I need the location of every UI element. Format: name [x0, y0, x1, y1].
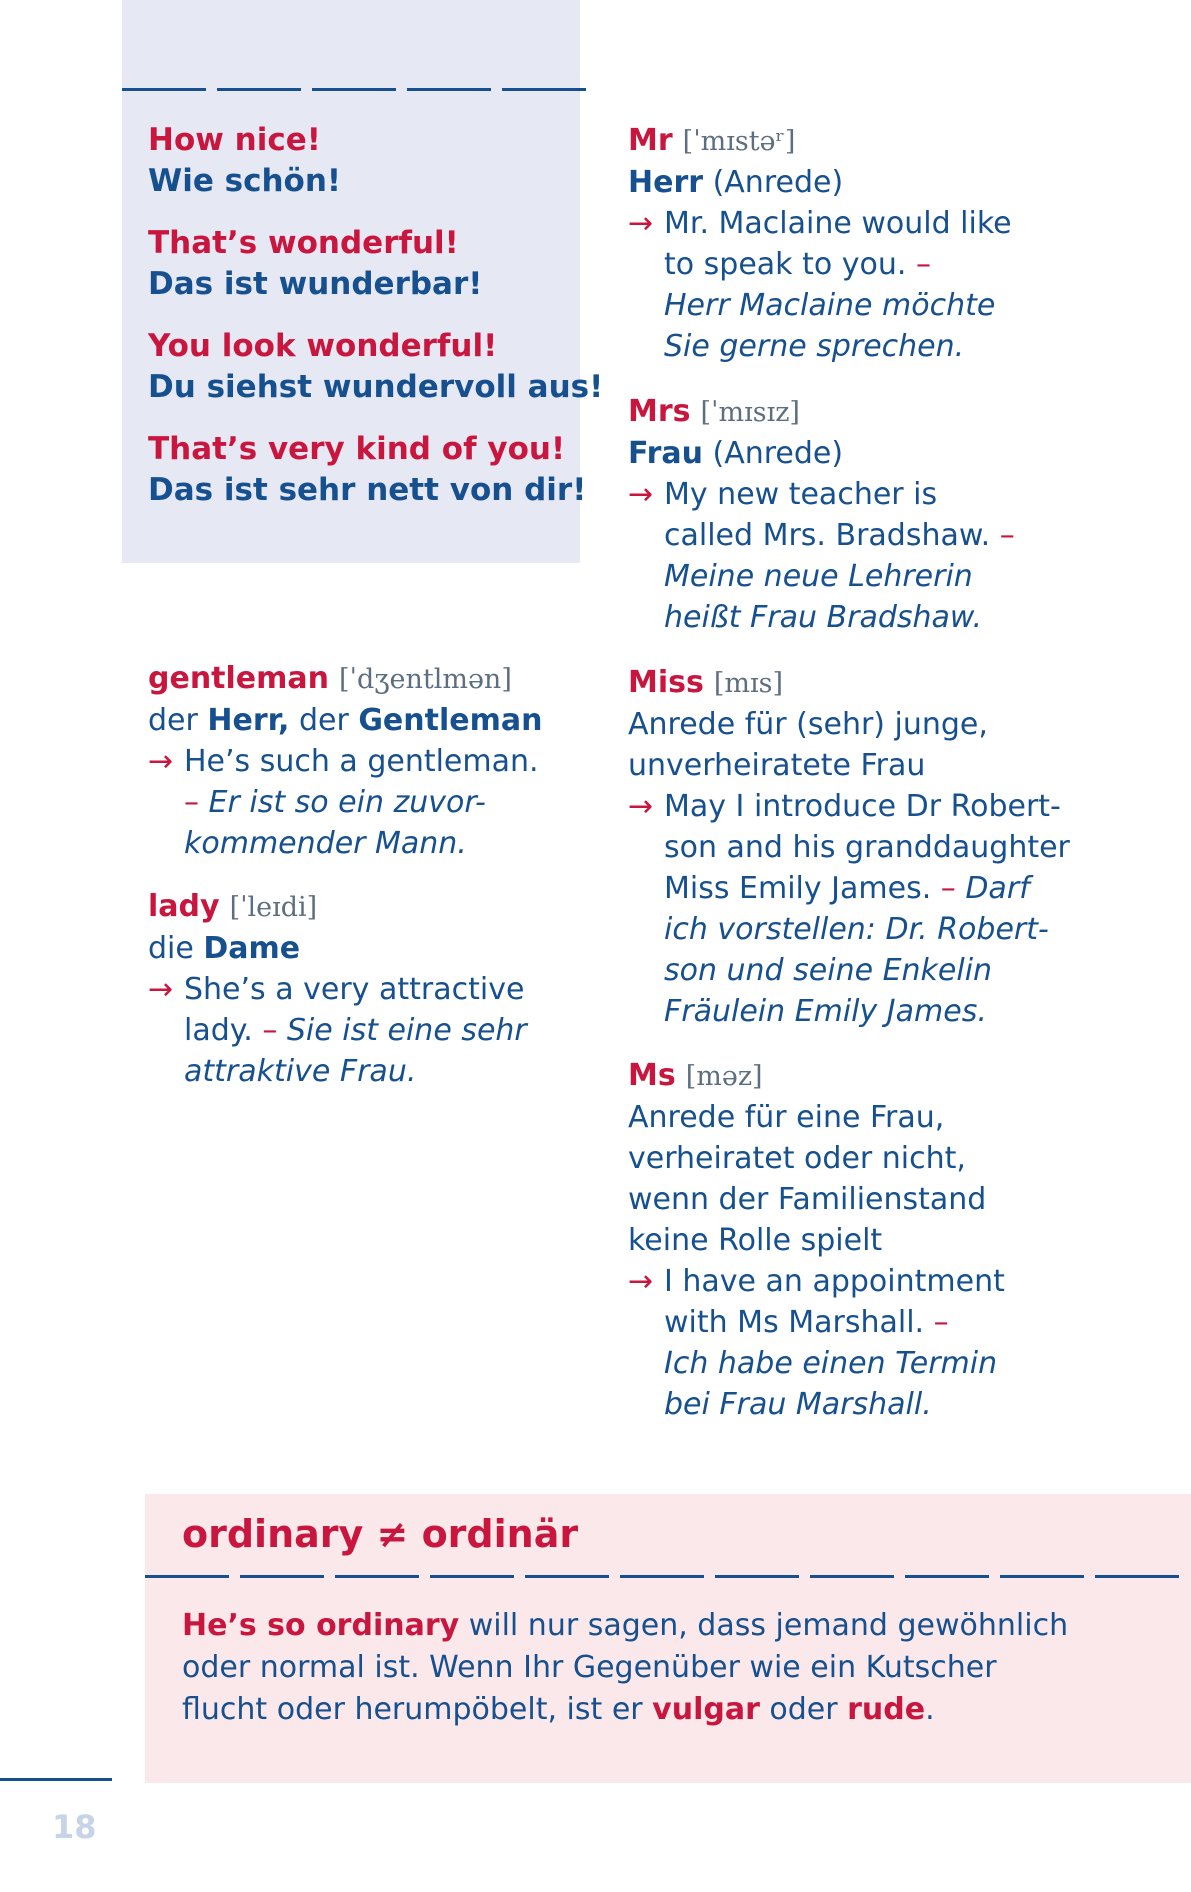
entry-translation	[628, 162, 1068, 203]
entry-phonetic: [məz]	[685, 1061, 763, 1092]
translation-bold: Dame	[203, 931, 301, 966]
entry-headword: Mrs	[628, 394, 691, 429]
example-de: attraktive Frau.	[184, 1054, 417, 1089]
example-en: to speak to you.	[664, 247, 907, 282]
translation-text: (Anrede)	[702, 436, 844, 471]
example-de: Ich habe einen Termin	[664, 1346, 998, 1381]
phrase-de: Das ist sehr nett von dir!	[148, 472, 587, 508]
translation-bold: Gentleman	[358, 703, 543, 738]
example-en: with Ms Marshall.	[664, 1305, 925, 1340]
entry-example	[628, 203, 1068, 367]
entry-translation: verheiratet oder nicht,	[628, 1141, 966, 1176]
note-dashed-rule	[145, 1575, 1179, 1578]
example-de: bei Frau Marshall.	[664, 1387, 932, 1422]
entry-phonetic: [ˈdʒentlmən]	[339, 664, 512, 695]
translation-bold: Herr	[628, 165, 704, 200]
translation-text: der	[148, 703, 208, 738]
example-de: Sie ist eine sehr	[286, 1013, 527, 1048]
phrase-item	[148, 429, 586, 511]
page-number: 18	[52, 1808, 97, 1846]
translation-bold: Herr,	[207, 703, 290, 738]
entry-gentleman	[148, 658, 568, 864]
arrow-icon: →	[148, 744, 174, 779]
example-de: heißt Frau Bradshaw.	[664, 600, 983, 635]
note-keyword: vulgar	[652, 1692, 760, 1727]
page-number-rule	[0, 1778, 112, 1781]
entry-headword: Miss	[628, 665, 704, 700]
example-en: son and his granddaughter	[664, 830, 1070, 865]
entry-headword: lady	[148, 889, 220, 924]
example-en: called Mrs. Bradshaw.	[664, 518, 991, 553]
phrase-en: That’s very kind of you!	[148, 431, 566, 467]
example-dash: –	[184, 785, 199, 820]
entry-miss	[628, 662, 1098, 1032]
example-dash: –	[940, 871, 956, 906]
example-en: Miss Emily James.	[664, 871, 932, 906]
entry-translation	[628, 433, 1068, 474]
example-en: I have an appointment	[664, 1264, 1005, 1299]
phrase-item	[148, 223, 482, 305]
note-line: will nur sagen, dass jemand gewöhnlich	[459, 1608, 1069, 1643]
entry-example	[148, 741, 568, 864]
example-de: Darf	[965, 871, 1030, 906]
arrow-icon: →	[628, 789, 654, 824]
phrase-item	[148, 120, 341, 202]
note-line: oder	[759, 1692, 848, 1727]
translation-text: die	[148, 931, 204, 966]
example-de: Sie gerne sprechen.	[664, 329, 965, 364]
entry-ms	[628, 1055, 1068, 1425]
example-en: lady.	[184, 1013, 253, 1048]
entry-mrs	[628, 391, 1068, 638]
phrase-de: Wie schön!	[148, 163, 342, 199]
entry-mr	[628, 120, 1068, 367]
entry-headword: Mr	[628, 123, 673, 158]
example-de: Fräulein Emily James.	[664, 994, 987, 1029]
entry-translation: unverheiratete Frau	[628, 748, 926, 783]
example-en: She’s a very attractive	[184, 972, 525, 1007]
entry-phonetic: [ˈmɪstəʳ]	[682, 126, 796, 157]
note-line: .	[925, 1692, 935, 1727]
phrase-en: That’s wonderful!	[148, 225, 459, 261]
translation-text: der	[289, 703, 359, 738]
example-en: My new teacher is	[664, 477, 938, 512]
entry-headword: gentleman	[148, 661, 330, 696]
example-en: He’s such a gentleman.	[184, 744, 539, 779]
example-dash: –	[915, 247, 931, 282]
note-highlight: He’s so ordinary	[182, 1608, 460, 1643]
arrow-icon: →	[628, 1264, 654, 1299]
note-line: oder normal ist. Wenn Ihr Gegenüber wie ein Kutscher	[182, 1650, 997, 1685]
entry-lady	[148, 886, 568, 1092]
note-title: ordinary ≠ ordinär	[182, 1512, 579, 1556]
entry-example	[628, 474, 1068, 638]
arrow-icon: →	[628, 477, 654, 512]
phrase-de: Du siehst wundervoll aus!	[148, 369, 604, 405]
note-line: flucht oder herumpöbelt, ist er	[182, 1692, 653, 1727]
entry-translation	[148, 700, 568, 741]
translation-bold: Frau	[628, 436, 703, 471]
entry-example	[628, 786, 1098, 1032]
example-en: May I introduce Dr Robert-	[664, 789, 1061, 824]
arrow-icon: →	[148, 972, 174, 1007]
entry-translation	[148, 928, 568, 969]
example-en: Mr. Maclaine would like	[664, 206, 1012, 241]
entry-example	[628, 1261, 1068, 1425]
entry-headword: Ms	[628, 1058, 676, 1093]
entry-phonetic: [ˈleɪdi]	[229, 892, 318, 923]
example-dash: –	[999, 518, 1015, 553]
example-dash: –	[933, 1305, 949, 1340]
entry-phonetic: [ˈmɪsɪz]	[700, 397, 800, 428]
entry-example	[148, 969, 568, 1092]
phrase-box-dashed-rule	[122, 88, 586, 91]
entry-translation: keine Rolle spielt	[628, 1223, 883, 1258]
example-de: son und seine Enkelin	[664, 953, 993, 988]
arrow-icon: →	[628, 206, 654, 241]
entry-translation: wenn der Familienstand	[628, 1182, 987, 1217]
example-dash: –	[262, 1013, 278, 1048]
example-de: Herr Maclaine möchte	[664, 288, 996, 323]
note-text	[182, 1605, 1082, 1731]
phrase-en: You look wonderful!	[148, 328, 498, 364]
example-de: ich vorstellen: Dr. Robert-	[664, 912, 1049, 947]
phrase-en: How nice!	[148, 122, 321, 158]
phrase-de: Das ist wunderbar!	[148, 266, 483, 302]
entry-translation: Anrede für eine Frau,	[628, 1100, 945, 1135]
entry-phonetic: [mɪs]	[713, 668, 784, 699]
phrase-item	[148, 326, 603, 408]
example-de: Er ist so ein zuvor-	[208, 785, 486, 820]
example-de: Meine neue Lehrerin	[664, 559, 973, 594]
translation-text: (Anrede)	[703, 165, 844, 200]
example-de: kommender Mann.	[184, 826, 467, 861]
note-keyword: rude	[847, 1692, 926, 1727]
entry-translation: Anrede für (sehr) junge,	[628, 707, 988, 742]
